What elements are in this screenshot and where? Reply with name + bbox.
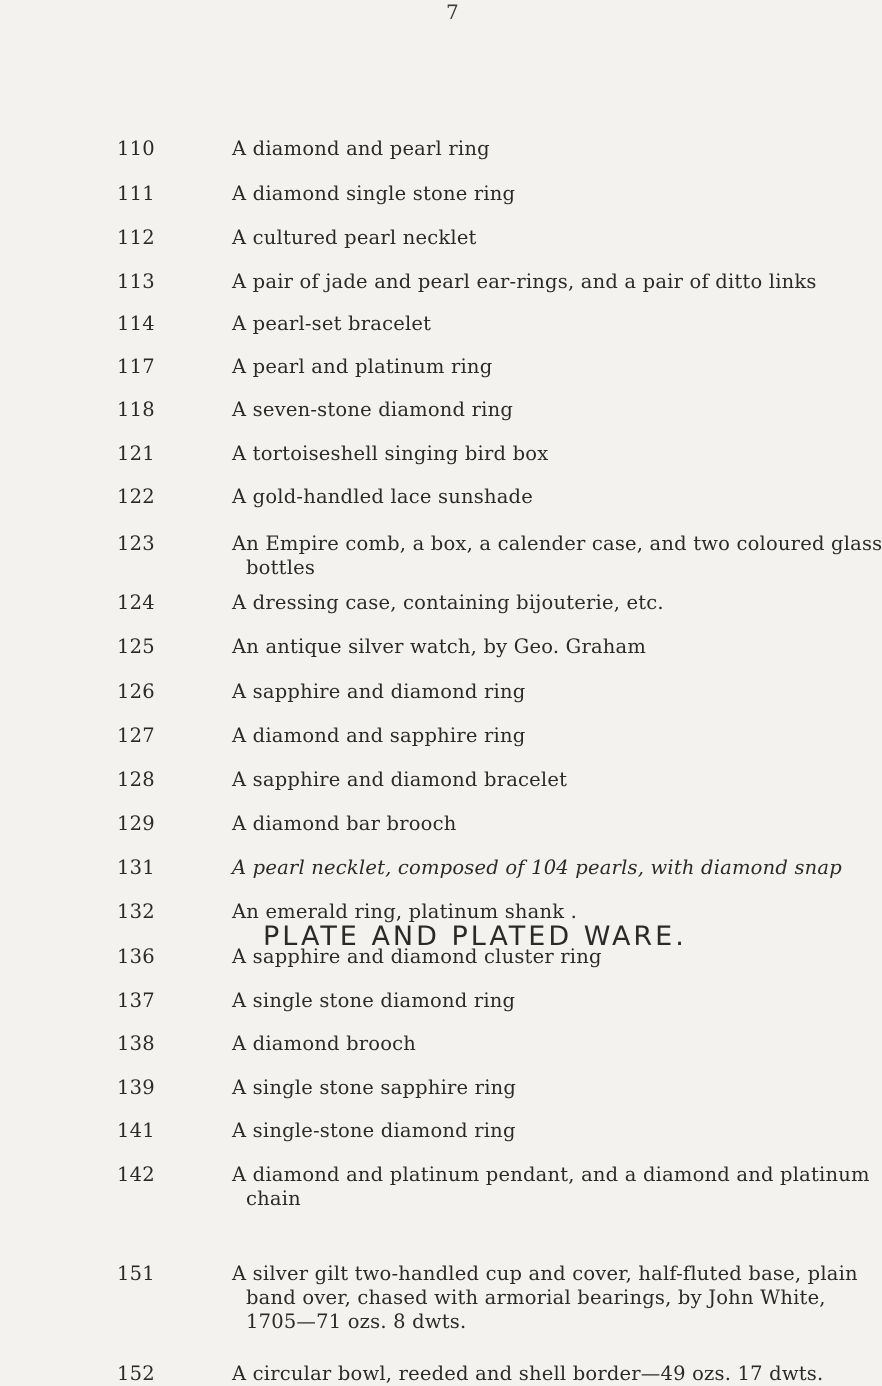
lot-description (232, 1119, 792, 1143)
lot-number: 132 (117, 900, 155, 923)
lot-number: 152 (117, 1362, 155, 1385)
lot-description (232, 635, 792, 659)
lot-description-line: A pearl and platinum ring (232, 355, 493, 378)
lot-description-line: A diamond single stone ring (232, 182, 516, 205)
lot-description (232, 312, 792, 336)
lot-number: 117 (117, 355, 155, 378)
lot-description-line: A single stone sapphire ring (232, 1076, 517, 1099)
lot-number: 113 (117, 270, 155, 293)
lot-number: 142 (117, 1163, 155, 1186)
lot-description-line: A dressing case, containing bijouterie, etc. (232, 591, 664, 614)
lot-description-line: A diamond and platinum pendant, and a diamond and platinum (232, 1163, 870, 1186)
lot-description-line: A single stone diamond ring (232, 989, 516, 1012)
lot-number: 114 (117, 312, 155, 335)
lot-description (232, 182, 792, 206)
lot-number: 118 (117, 398, 155, 421)
lot-description-line: A diamond and pearl ring (232, 137, 490, 160)
lot-number: 122 (117, 485, 155, 508)
section-heading: PLATE AND PLATED WARE. (263, 921, 687, 952)
lot-number: 126 (117, 680, 155, 703)
lot-number: 129 (117, 812, 155, 835)
lot-number: 111 (117, 182, 155, 205)
lot-description (232, 1076, 792, 1100)
lot-number: 124 (117, 591, 155, 614)
lot-description-line: A single-stone diamond ring (232, 1119, 516, 1142)
lot-description (232, 270, 817, 294)
lot-description-line: An antique silver watch, by Geo. Graham (232, 635, 647, 658)
lot-description-line: A sapphire and diamond ring (232, 680, 526, 703)
lot-description (232, 442, 792, 466)
lot-description-line: A circular bowl, reeded and shell border—49 ozs. 17 dwts. (232, 1362, 824, 1385)
lot-description (232, 1032, 792, 1056)
lot-description-line: A diamond and sapphire ring (232, 724, 526, 747)
lot-description-line: A cultured pearl necklet (232, 226, 477, 249)
lot-description (232, 355, 792, 379)
lot-number: 121 (117, 442, 155, 465)
lot-number: 139 (117, 1076, 155, 1099)
lot-description (232, 989, 792, 1013)
lot-description (232, 226, 792, 250)
lot-description-line: An emerald ring, platinum shank . (232, 900, 578, 923)
lot-number: 151 (117, 1262, 155, 1285)
lot-description-line: A pearl necklet, composed of 104 pearls, with diamond snap (232, 856, 842, 879)
lot-number: 138 (117, 1032, 155, 1055)
lot-number: 123 (117, 532, 155, 555)
lot-description (232, 398, 792, 422)
lot-description-line: A pair of jade and pearl ear-rings, and a pair of ditto links (232, 270, 817, 293)
lot-description (232, 724, 792, 748)
lot-description (232, 1262, 858, 1334)
lot-description (232, 856, 842, 880)
lot-description-line: chain (246, 1187, 301, 1210)
lot-description (232, 485, 792, 509)
lot-description-line: A tortoiseshell singing bird box (232, 442, 549, 465)
lot-description-line: band over, chased with armorial bearings, by John White, (246, 1286, 826, 1309)
lot-description-line: 1705—71 ozs. 8 dwts. (246, 1310, 467, 1333)
lot-description (232, 812, 792, 836)
lot-description (232, 680, 792, 704)
lot-description-line: A silver gilt two-handled cup and cover, half-fluted base, plain (232, 1262, 858, 1285)
lot-description (232, 768, 792, 792)
lot-description (232, 532, 882, 580)
lot-number: 136 (117, 945, 155, 968)
lot-number: 127 (117, 724, 155, 747)
lot-description-line: A diamond bar brooch (232, 812, 457, 835)
lot-description-line: A diamond brooch (232, 1032, 417, 1055)
lot-description (232, 591, 792, 615)
lot-description-line: An Empire comb, a box, a calender case, and two coloured glass (232, 532, 882, 555)
lot-number: 137 (117, 989, 155, 1012)
lot-description-line: A pearl-set bracelet (232, 312, 432, 335)
lot-description-line: A gold-handled lace sunshade (232, 485, 533, 508)
lot-number: 112 (117, 226, 155, 249)
lot-description-line: A seven-stone diamond ring (232, 398, 514, 421)
lot-description-line: bottles (246, 556, 316, 579)
page-mark: 7 (446, 0, 459, 24)
lot-description (232, 1362, 824, 1386)
lot-description-line: A sapphire and diamond cluster ring (232, 945, 602, 968)
lot-number: 141 (117, 1119, 155, 1142)
lot-description-line: A sapphire and diamond bracelet (232, 768, 568, 791)
lot-number: 131 (117, 856, 155, 879)
lot-number: 128 (117, 768, 155, 791)
lot-number: 110 (117, 137, 155, 160)
lot-description (232, 137, 792, 161)
lot-number: 125 (117, 635, 155, 658)
lot-description (232, 1163, 870, 1211)
